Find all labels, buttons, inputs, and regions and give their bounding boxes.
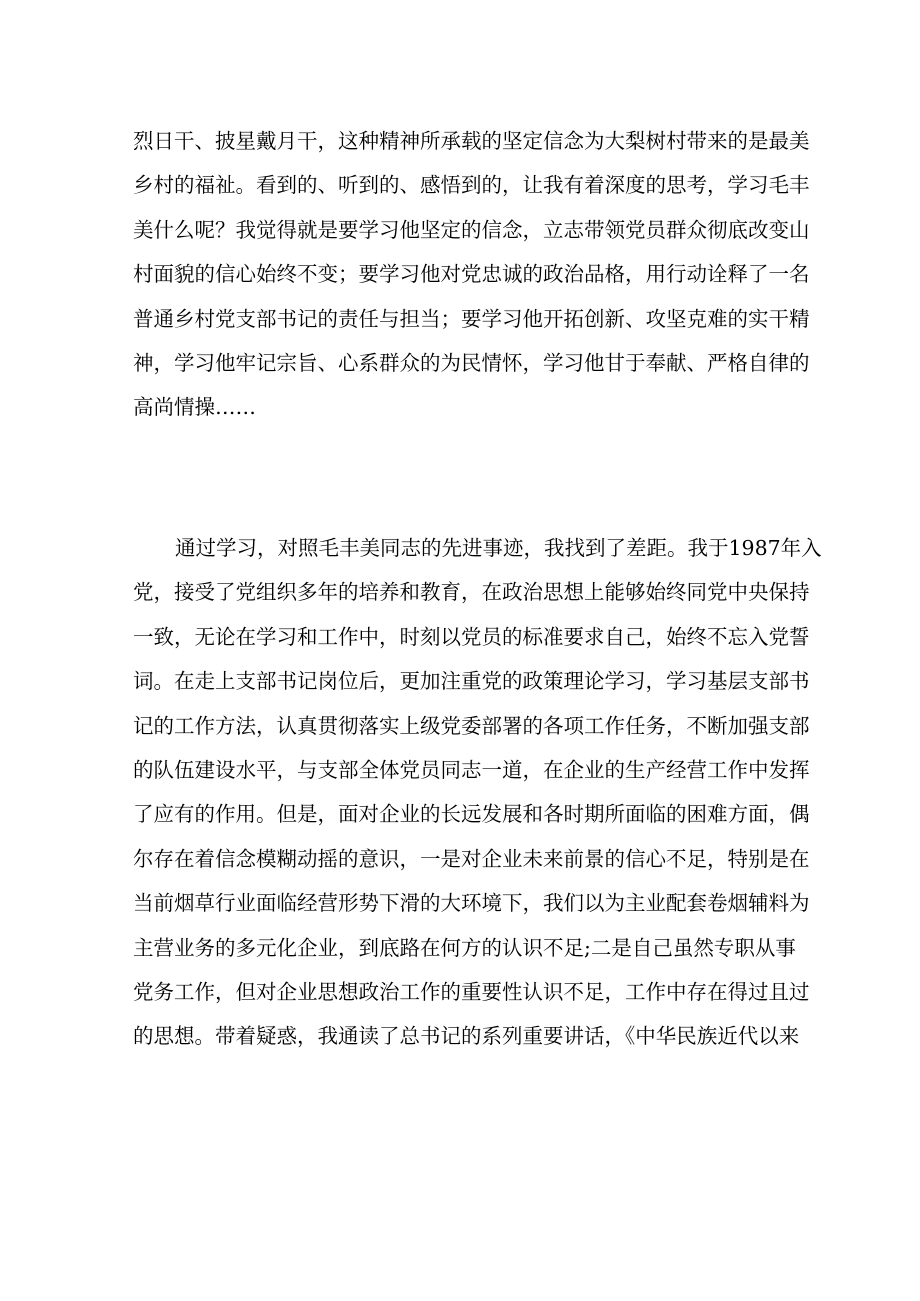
text-line: 党务工作，但对企业思想政治工作的重要性认识不足，工作中存在得过且过 — [133, 979, 810, 1004]
text-line: 的队伍建设水平，与支部全体党员同志一道，在企业的生产经营工作中发挥 — [133, 757, 810, 782]
text-line: 村面貌的信心始终不变；要学习他对党忠诚的政治品格，用行动诠释了一名 — [133, 262, 810, 287]
text-line: 党，接受了党组织多年的培养和教育，在政治思想上能够始终同党中央保持 — [133, 580, 810, 605]
text-line: 当前烟草行业面临经营形势下滑的大环境下，我们以为主业配套卷烟辅料为 — [133, 891, 810, 916]
text-line: 一致，无论在学习和工作中，时刻以党员的标准要求自己，始终不忘入党誓 — [133, 624, 810, 649]
text-line: 神，学习他牢记宗旨、心系群众的为民情怀，学习他甘于奉献、严格自律的 — [133, 350, 810, 375]
text-line: 记的工作方法，认真贯彻落实上级党委部署的各项工作任务，不断加强支部 — [133, 713, 810, 738]
text-line: 普通乡村党支部书记的责任与担当；要学习他开拓创新、攻坚克难的实干精 — [133, 306, 810, 331]
text-line: 通过学习，对照毛丰美同志的先进事迹，我找到了差距。我于1987年入 — [175, 536, 822, 560]
text-line: 词。在走上支部书记岗位后，更加注重党的政策理论学习，学习基层支部书 — [133, 669, 810, 694]
text-line: 美什么呢？我觉得就是要学习他坚定的信念，立志带领党员群众彻底改变山 — [133, 217, 810, 242]
paragraph-2 — [133, 526, 822, 1059]
paragraph-1 — [133, 119, 810, 430]
text-line: 主营业务的多元化企业，到底路在何方的认识不足;二是自己虽然专职从事 — [133, 935, 796, 960]
text-line: 乡村的福祉。看到的、听到的、感悟到的，让我有着深度的思考，学习毛丰 — [133, 173, 810, 198]
text-line: 高尚情操…… — [133, 395, 256, 420]
text-line: 的思想。带着疑惑，我通读了总书记的系列重要讲话，《中华民族近代以来 — [133, 1024, 800, 1049]
text-line: 烈日干、披星戴月干，这种精神所承载的坚定信念为大梨树村带来的是最美 — [133, 129, 810, 153]
text-line: 了应有的作用。但是，面对企业的长远发展和各时期所面临的困难方面，偶 — [133, 802, 810, 827]
text-line: 尔存在着信念模糊动摇的意识，一是对企业未来前景的信心不足，特别是在 — [133, 846, 810, 871]
